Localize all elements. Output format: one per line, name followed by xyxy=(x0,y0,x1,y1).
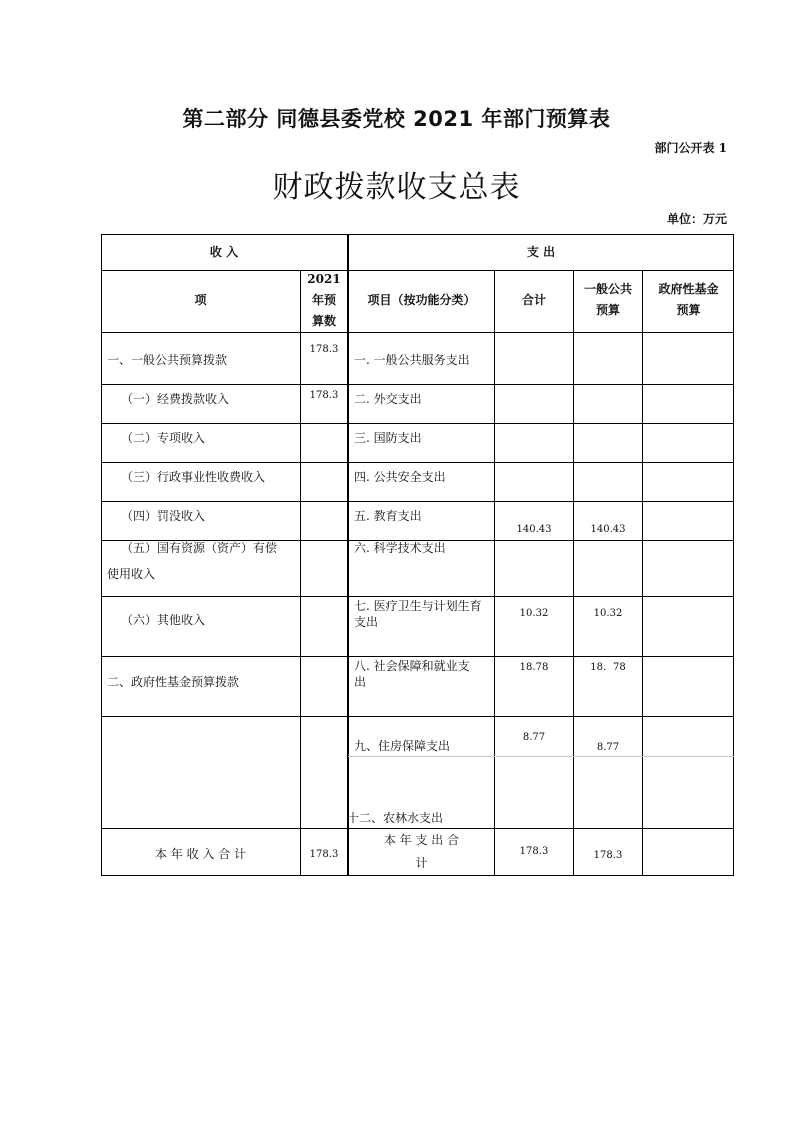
expense-row-label-line2: 支出 xyxy=(354,615,379,629)
function-item-header: 项目（按功能分类） xyxy=(367,293,476,307)
table-title: 财政拨款收支总表 xyxy=(272,170,521,205)
expense-row-general: 18．78 xyxy=(590,662,626,673)
section-title: 第二部分 同德县委党校 2021 年部门预算表 xyxy=(182,107,611,131)
expense-row-general: 140.43 xyxy=(590,524,626,535)
income-row-label: 一、一般公共预算拨款 xyxy=(107,353,228,367)
expense-row-total: 8.77 xyxy=(522,732,546,743)
fund-budget-header-line2: 预算 xyxy=(676,303,701,317)
expense-row-label: 一. 一般公共服务支出 xyxy=(354,353,470,367)
expense-general-total-value: 178.3 xyxy=(593,850,623,861)
income-row-label: （六）其他收入 xyxy=(121,613,206,627)
expense-total-value: 178.3 xyxy=(519,846,549,857)
income-row-label-line1: （五）国有资源（资产）有偿 xyxy=(121,541,278,555)
fund-budget-header-line1: 政府性基金 xyxy=(658,282,719,296)
expense-row-label-line1: 七. 医疗卫生与计划生育 xyxy=(354,599,482,613)
income-header: 收 入 xyxy=(209,245,239,259)
expense-row-label: 六. 科学技术支出 xyxy=(354,541,446,555)
total-header: 合计 xyxy=(521,293,546,307)
general-budget-header-line2: 预算 xyxy=(595,303,620,317)
income-row-label-line2: 使用收入 xyxy=(107,567,156,581)
expense-row-label: 二. 外交支出 xyxy=(354,392,422,406)
income-row-label: （二）专项收入 xyxy=(121,431,206,445)
budget-header-line1: 2021 xyxy=(307,272,341,286)
table-number: 部门公开表 1 xyxy=(654,141,727,155)
budget-table xyxy=(101,234,734,876)
expense-row-label: 五. 教育支出 xyxy=(354,509,422,523)
income-row-label: （三）行政事业性收费收入 xyxy=(121,470,266,484)
income-row-value: 178.3 xyxy=(309,390,339,401)
expense-header: 支 出 xyxy=(526,245,556,259)
budget-header-line3: 算数 xyxy=(311,314,336,328)
expense-row-label: 四. 公共安全支出 xyxy=(354,470,446,484)
income-row-label: 二、政府性基金预算拨款 xyxy=(107,675,240,689)
expense-row-total: 18.78 xyxy=(519,662,549,673)
expense-row-total: 10.32 xyxy=(519,608,549,619)
expense-total-label-line1: 本 年 支 出 合 xyxy=(383,833,460,847)
income-row-label: （一）经费拨款收入 xyxy=(121,392,230,406)
budget-header-line2: 年预 xyxy=(311,293,336,307)
item-header: 项 xyxy=(194,293,207,307)
expense-row-label: 十二、农林水支出 xyxy=(347,811,444,825)
income-total-label: 本 年 收 入 合 计 xyxy=(154,847,247,861)
income-row-value: 178.3 xyxy=(309,344,339,355)
expense-total-label-line2: 计 xyxy=(415,856,428,870)
income-total-value: 178.3 xyxy=(309,849,339,860)
income-row-label: （四）罚没收入 xyxy=(121,509,206,523)
expense-row-general: 8.77 xyxy=(596,742,620,753)
expense-row-label: 九、住房保障支出 xyxy=(354,739,451,753)
expense-row-general: 10.32 xyxy=(593,608,623,619)
expense-row-label: 三. 国防支出 xyxy=(354,431,422,445)
general-budget-header-line1: 一般公共 xyxy=(583,282,632,296)
expense-row-total: 140.43 xyxy=(516,524,552,535)
unit-label: 单位：万元 xyxy=(666,212,727,226)
expense-row-label-line2: 出 xyxy=(354,675,367,689)
expense-row-label-line1: 八. 社会保障和就业支 xyxy=(354,659,470,673)
